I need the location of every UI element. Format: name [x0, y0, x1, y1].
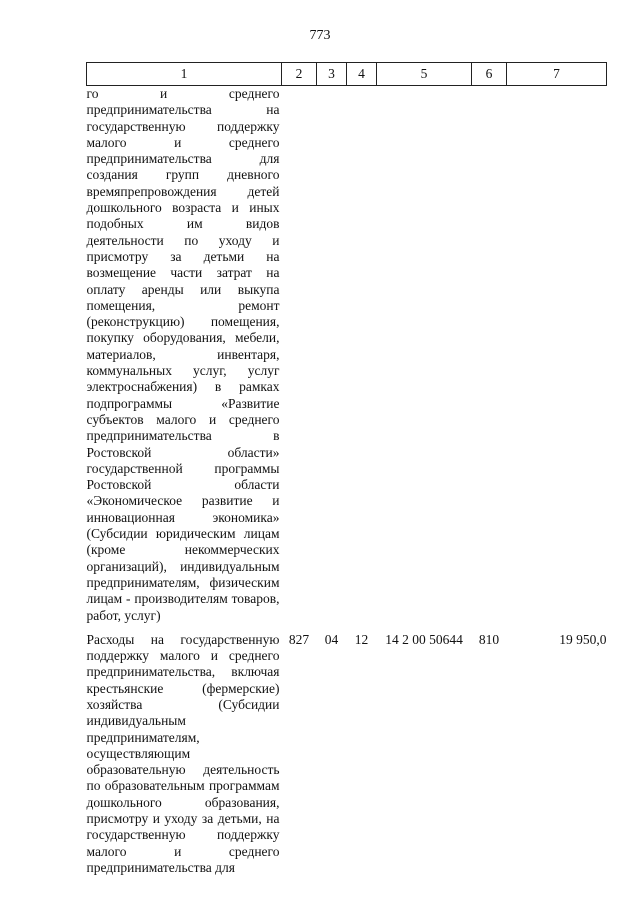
row-target-code — [377, 86, 472, 624]
budget-table — [86, 62, 607, 876]
table-row — [87, 624, 607, 876]
column-header: 5 — [377, 63, 472, 86]
row-amount — [507, 86, 607, 624]
table-row — [87, 86, 607, 624]
row-description: Расходы на государственную поддержку малого и среднего предпринимательства, включая крестьянские (фермерские) хозяйства (Субсидии индивидуальным предпринимателям, осуществляющим образовательную деятельность по образовательным программам дошкольного образования, присмотру и уходу за детьми, на государственную поддержку малого и среднего предпринимательства для — [86, 631, 280, 875]
row-section-code: 04 — [324, 631, 339, 647]
row-subsection-code: 12 — [354, 631, 369, 647]
column-header: 1 — [87, 63, 282, 86]
column-header: 2 — [282, 63, 317, 86]
row-section-code — [317, 86, 347, 624]
row-expense-type: 810 — [478, 631, 500, 647]
row-ministry-code — [282, 86, 317, 624]
row-amount: 19 950,0 — [559, 631, 607, 647]
row-description: го и среднего предпринимательства на государственную поддержку малого и среднего предпринимательства для создания групп дневного времяпрепровождения детей дошкольного возраста и иных подобных им видов деятельности по уходу и присмотру за детьми на возмещение части затрат на оплату аренды или выкупа помещения, ремонт (реконструкцию) помещения, покупку оборудования, мебели, материалов, инвентаря, коммунальных услуг, услуг электроснабжения) в рамках подпрограммы «Развитие субъектов малого и среднего предпринимательства в Ростовской области» государственной программы Ростовской области «Экономическое развитие и инновационная экономика» (Субсидии юридическим лицам (кроме некоммерческих организаций), индивидуальным предпринимателям, физическим лицам - производителям товаров, работ, услуг) — [86, 86, 280, 623]
row-subsection-code — [347, 86, 377, 624]
page-number: 773 — [309, 28, 331, 43]
table-header-row — [87, 63, 607, 86]
row-target-code: 14 2 00 50644 — [385, 631, 463, 647]
column-header: 6 — [472, 63, 507, 86]
column-header: 4 — [347, 63, 377, 86]
row-ministry-code: 827 — [288, 631, 310, 647]
column-header: 7 — [507, 63, 607, 86]
column-header: 3 — [317, 63, 347, 86]
row-expense-type — [472, 86, 507, 624]
